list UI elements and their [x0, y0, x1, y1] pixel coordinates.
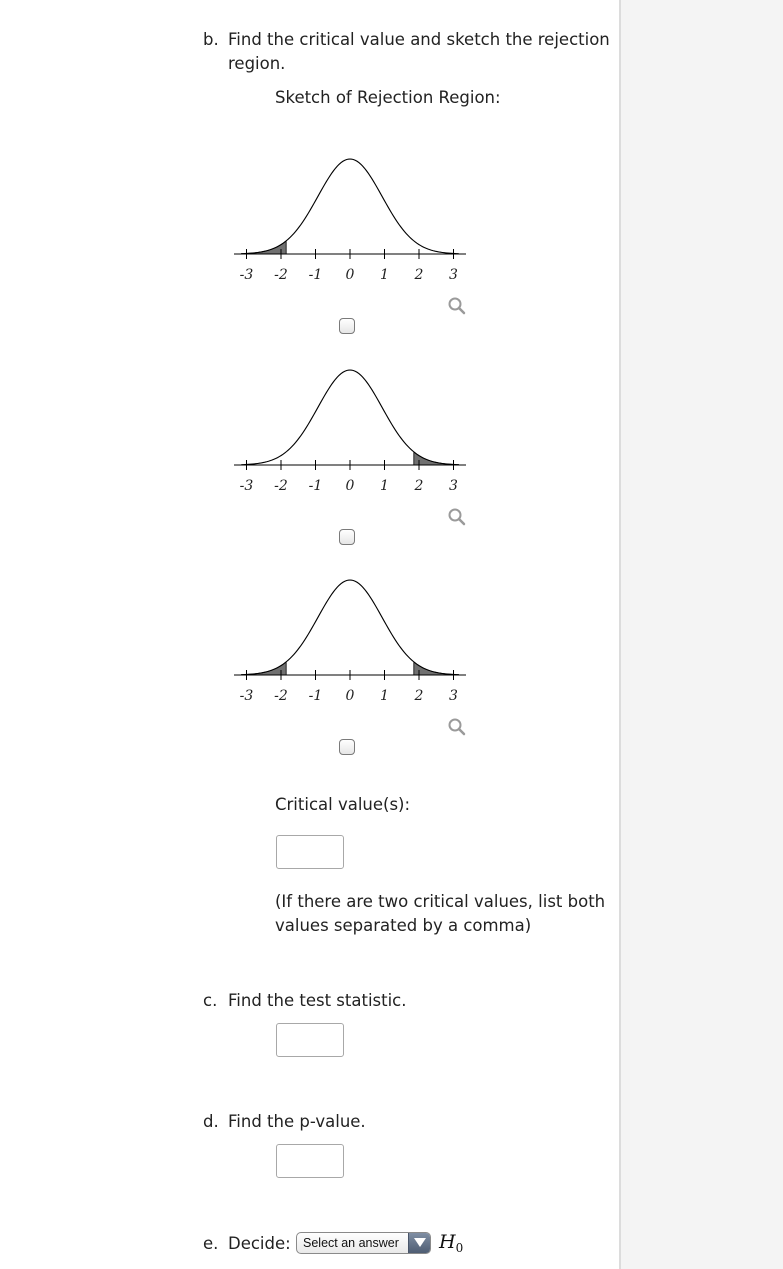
part-e-letter: e.: [203, 1234, 219, 1253]
critical-value-label: Critical value(s):: [275, 795, 411, 814]
tick-label: 3: [449, 688, 458, 704]
part-c-question: [203, 989, 407, 1013]
decision-select[interactable]: [296, 1232, 431, 1254]
tick-label: 0: [345, 478, 355, 494]
part-c-text: Find the test statistic.: [228, 991, 407, 1010]
rejection-region-right: [414, 452, 459, 465]
part-b-letter: b.: [203, 30, 219, 49]
tick-label: -1: [308, 267, 323, 283]
normal-curve: [241, 370, 458, 465]
part-c-letter: c.: [203, 991, 218, 1010]
right-margin: [619, 0, 783, 1269]
part-d-text: Find the p-value.: [228, 1112, 366, 1131]
critical-note-line1: (If there are two critical values, list both: [275, 892, 606, 911]
tick-label: 2: [414, 688, 424, 704]
tick-label: 2: [414, 267, 424, 283]
decision-select-value: Select an answer: [303, 1236, 399, 1250]
chevron-down-icon[interactable]: [408, 1233, 430, 1253]
tick-label: -3: [239, 267, 254, 283]
chevron-down-icon-graphic: [414, 1238, 426, 1248]
plot-two-tailed-svg: [230, 571, 470, 711]
tick-label: -3: [239, 478, 254, 494]
tick-label: -2: [274, 478, 288, 494]
critical-note-line2: values separated by a comma): [275, 916, 532, 935]
p-value-input[interactable]: [276, 1144, 344, 1178]
magnifier-icon[interactable]: [447, 296, 467, 316]
magnifier-icon-graphic: [447, 717, 467, 737]
magnifier-icon[interactable]: [447, 717, 467, 737]
plot-right-tail-svg: [230, 361, 470, 501]
part-b-line1: [203, 28, 610, 52]
tick-label: -1: [308, 478, 323, 494]
tick-label: 1: [380, 267, 389, 283]
plot-right-tail: [230, 361, 470, 511]
magnifier-icon-graphic: [447, 507, 467, 527]
part-e-text: Decide:: [228, 1234, 291, 1253]
normal-curve: [241, 580, 458, 675]
tick-label: -3: [239, 688, 254, 704]
critical-value-input[interactable]: [276, 835, 344, 869]
choice-checkbox-left-tail[interactable]: [339, 318, 355, 334]
plot-left-tail: [230, 150, 470, 300]
tick-label: -1: [308, 688, 323, 704]
part-e-question: [203, 1232, 291, 1256]
test-statistic-input[interactable]: [276, 1023, 344, 1057]
tick-label: 1: [380, 688, 389, 704]
tick-label: 0: [345, 267, 355, 283]
tick-label: 1: [380, 478, 389, 494]
rejection-region-right: [414, 662, 459, 675]
plot-two-tailed: [230, 571, 470, 721]
choice-checkbox-two-tailed[interactable]: [339, 739, 355, 755]
tick-label: -2: [274, 267, 288, 283]
part-b-text: Find the critical value and sketch the rejection: [228, 30, 610, 49]
sketch-label: Sketch of Rejection Region:: [275, 88, 501, 107]
part-d-question: [203, 1110, 366, 1134]
hypothesis-subscript: 0: [455, 1241, 464, 1255]
magnifier-icon[interactable]: [447, 507, 467, 527]
part-d-letter: d.: [203, 1112, 219, 1131]
part-b-line2: region.: [228, 54, 286, 73]
tick-label: 2: [414, 478, 424, 494]
hypothesis-letter: H: [439, 1231, 456, 1253]
rejection-region-left: [241, 662, 286, 675]
normal-curve: [241, 159, 458, 254]
tick-label: 3: [449, 478, 458, 494]
choice-checkbox-right-tail[interactable]: [339, 529, 355, 545]
magnifier-icon-graphic: [447, 296, 467, 316]
rejection-region-left: [241, 241, 286, 254]
plot-left-tail-svg: [230, 150, 470, 290]
tick-label: -2: [274, 688, 288, 704]
null-hypothesis-symbol: [439, 1230, 463, 1260]
tick-label: 0: [345, 688, 355, 704]
tick-label: 3: [449, 267, 458, 283]
